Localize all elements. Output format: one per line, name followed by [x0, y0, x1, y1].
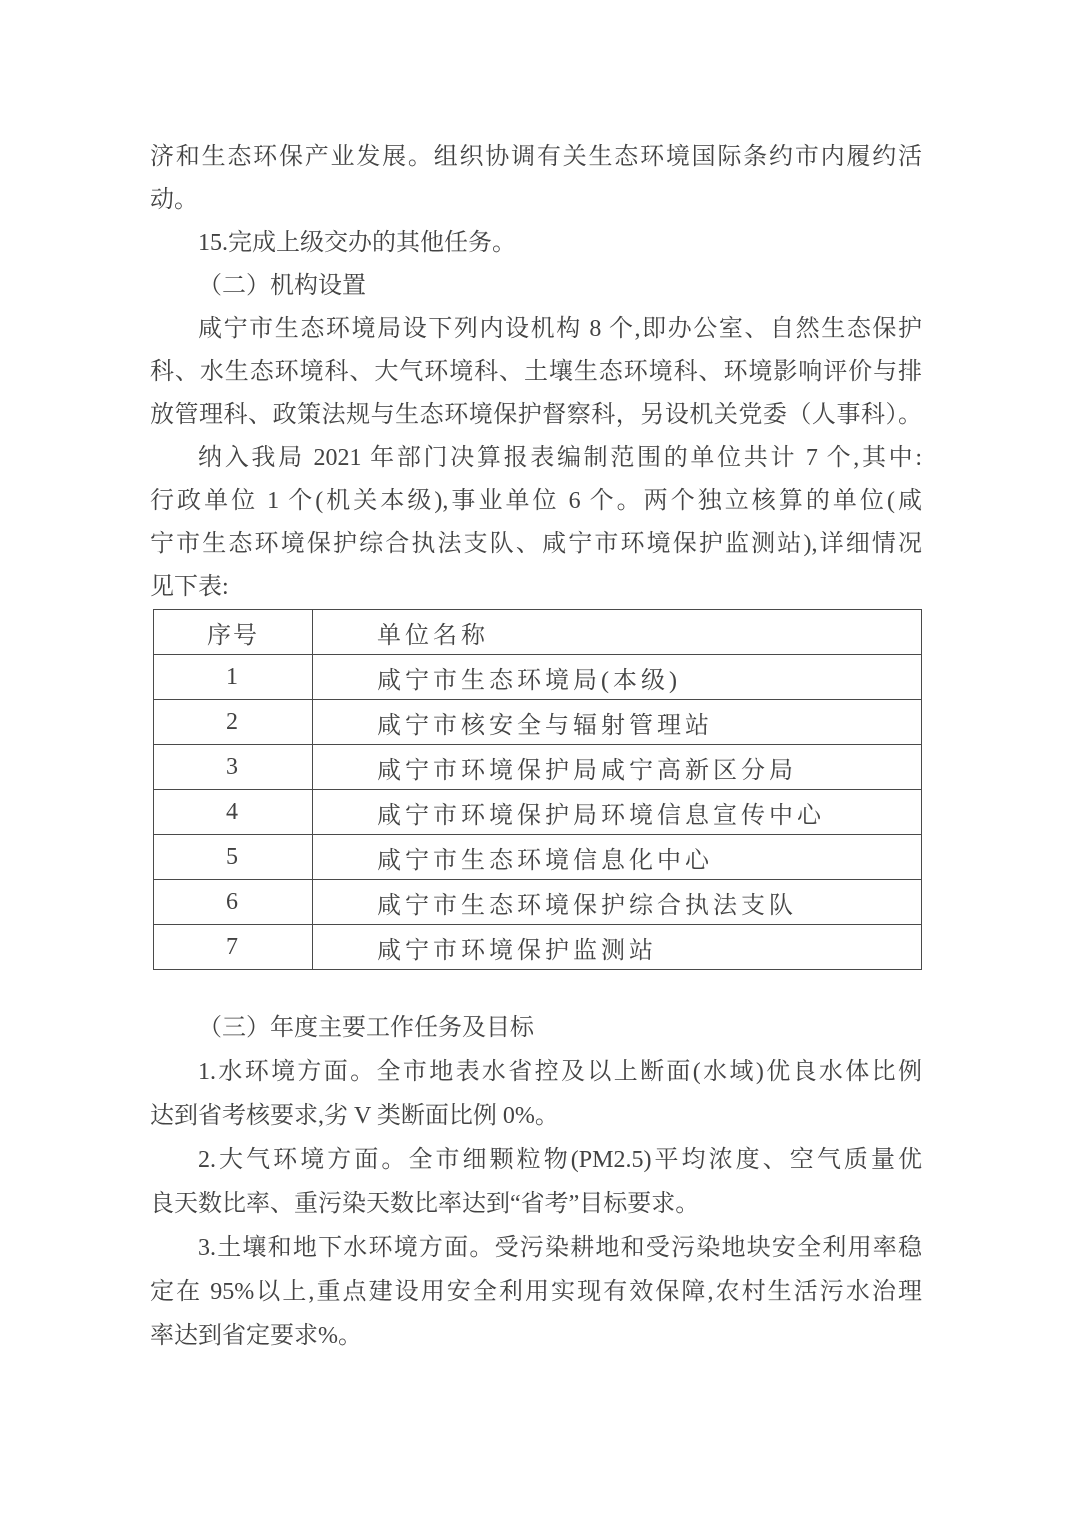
unit-name-cell: 咸宁市环境保护局咸宁高新区分局 — [313, 745, 922, 790]
table-row — [154, 880, 922, 925]
text-line: （三）年度主要工作任务及目标 — [198, 1015, 534, 1041]
units-table — [153, 609, 922, 970]
text-line: 宁市生态环境保护综合执法支队、咸宁市环境保护监测站),详细情况 — [150, 531, 922, 557]
unit-index-cell: 6 — [154, 880, 313, 925]
text-line: 达到省考核要求,劣 V 类断面比例 0%。 — [150, 1103, 559, 1129]
paragraph — [150, 222, 922, 265]
unit-name-cell: 咸宁市核安全与辐射管理站 — [313, 700, 922, 745]
text-line: 动。 — [150, 187, 198, 213]
text-line: 行政单位 1 个(机关本级),事业单位 6 个。两个独立核算的单位(咸 — [150, 488, 922, 514]
text-line: 科、水生态环境科、大气环境科、土壤生态环境科、环境影响评价与排 — [150, 359, 922, 385]
text-line: 纳入我局 2021 年部门决算报表编制范围的单位共计 7 个,其中: — [198, 445, 922, 471]
table-row — [154, 790, 922, 835]
unit-name-cell: 咸宁市环境保护监测站 — [313, 925, 922, 970]
text-line: 2.大气环境方面。全市细颗粒物(PM2.5)平均浓度、空气质量优 — [198, 1147, 922, 1173]
unit-name-cell: 咸宁市生态环境局(本级) — [313, 655, 922, 700]
unit-index-cell: 7 — [154, 925, 313, 970]
unit-name-cell: 咸宁市环境保护局环境信息宣传中心 — [313, 790, 922, 835]
unit-index-cell: 4 — [154, 790, 313, 835]
text-line: 放管理科、政策法规与生态环境保护督察科，另设机关党委（人事科）。 — [150, 402, 922, 428]
unit-index-cell: 1 — [154, 655, 313, 700]
body-section-upper — [150, 136, 922, 609]
table-header-unit-name: 单位名称 — [313, 610, 922, 655]
text-line: 率达到省定要求%。 — [150, 1323, 362, 1349]
table-row — [154, 700, 922, 745]
text-line: 15.完成上级交办的其他任务。 — [198, 230, 516, 256]
table-header-row — [154, 610, 922, 655]
unit-index-cell: 3 — [154, 745, 313, 790]
paragraph — [150, 1006, 922, 1050]
text-line: 济和生态环保产业发展。组织协调有关生态环境国际条约市内履约活 — [150, 144, 922, 170]
text-line: 定在 95%以上,重点建设用安全利用实现有效保障,农村生活污水治理 — [150, 1279, 922, 1305]
table-row — [154, 745, 922, 790]
unit-index-cell: 5 — [154, 835, 313, 880]
text-line: 咸宁市生态环境局设下列内设机构 8 个,即办公室、自然生态保护 — [198, 316, 922, 342]
table-header-index: 序号 — [154, 610, 313, 655]
text-line: 见下表: — [150, 574, 229, 600]
paragraph — [150, 308, 922, 437]
text-line: 良天数比率、重污染天数比率达到“省考”目标要求。 — [150, 1191, 700, 1217]
paragraph — [150, 265, 922, 308]
unit-index-cell: 2 — [154, 700, 313, 745]
text-line: 3.土壤和地下水环境方面。受污染耕地和受污染地块安全利用率稳 — [198, 1235, 922, 1261]
unit-name-cell: 咸宁市生态环境信息化中心 — [313, 835, 922, 880]
unit-name-cell: 咸宁市生态环境保护综合执法支队 — [313, 880, 922, 925]
paragraph — [150, 136, 922, 222]
body-section-lower — [150, 1006, 922, 1358]
text-line: 1.水环境方面。全市地表水省控及以上断面(水域)优良水体比例 — [198, 1059, 922, 1085]
table-row — [154, 655, 922, 700]
table-row — [154, 835, 922, 880]
text-line: （二）机构设置 — [198, 273, 366, 299]
paragraph — [150, 1138, 922, 1226]
table-row — [154, 925, 922, 970]
paragraph — [150, 437, 922, 609]
paragraph — [150, 1050, 922, 1138]
paragraph — [150, 1226, 922, 1358]
